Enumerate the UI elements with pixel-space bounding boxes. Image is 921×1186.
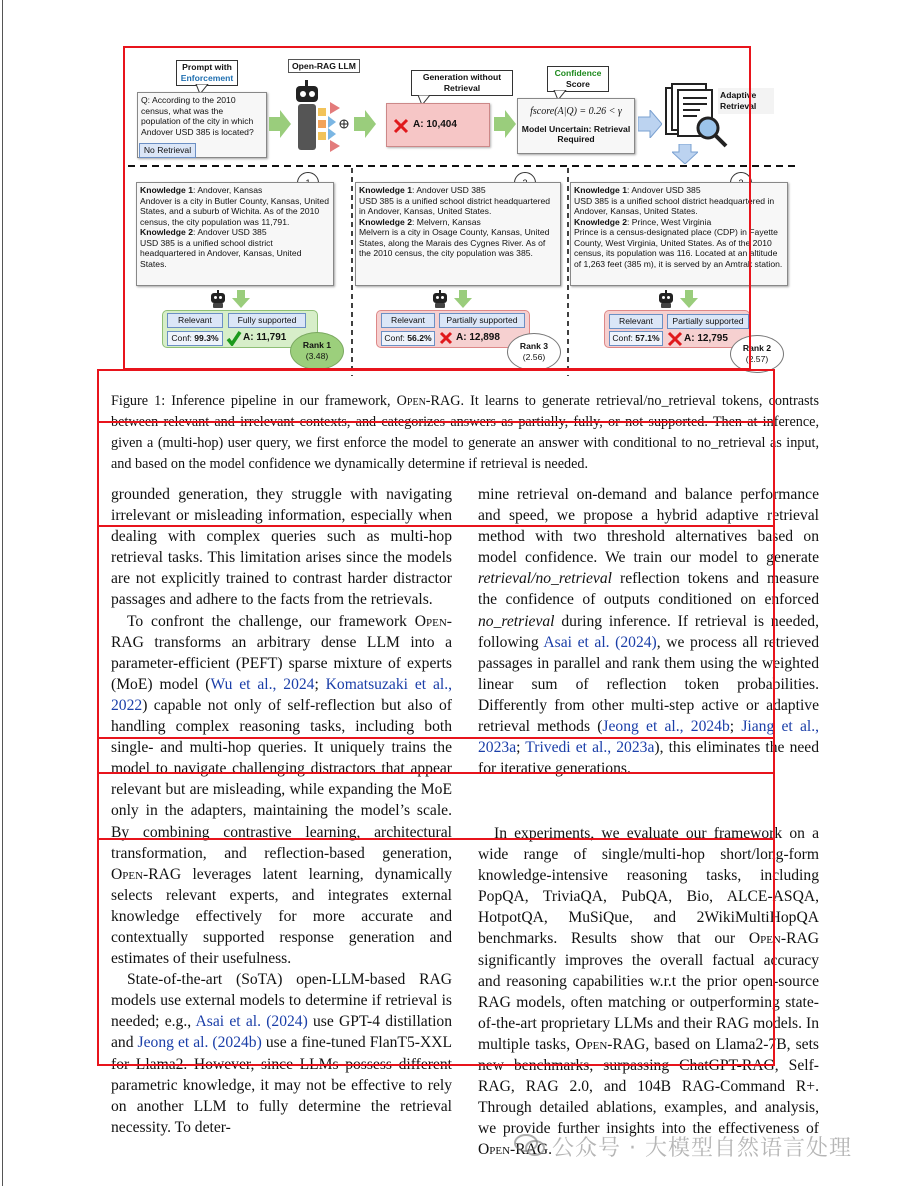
method-name: Open	[748, 930, 781, 948]
caption-part2: -RAG. It learns to generate retrieval/no_retrieval tokens, contrasts between relevant and irrelevant contexts, and categorizes answers as partially, fully, or not supported. Then at inference, given a (multi-hop) user query, we first enforce the model to generate an answer with conditional to no_retrieval as input, and based on the model confidence we dynamically determine if retrieval is needed.	[111, 393, 819, 472]
method-name: Open	[111, 865, 144, 883]
answer-1: A: 11,791	[243, 332, 287, 343]
rank-badge-3	[730, 335, 784, 373]
k2-title: Andover USD 385	[197, 227, 267, 237]
rank-value-1: (3.48)	[305, 351, 329, 361]
text-run: ), this eliminates the need for iterative generations.	[478, 739, 820, 778]
k2-text: USD 385 is a unified school district headquartered in Andover, Kansas, United States.	[140, 237, 302, 269]
knowledge-box-1: Knowledge 1: Andover, Kansas Andover is a city in Butler County, Kansas, United States, and a suburb of Wichita. As of the 2010 census, the city population was 11,791. Knowledge 2: Andover USD 385 USD 385 is a unified school district headquartered in Andover, Kansas, United States.	[136, 182, 334, 286]
k2-title: Melvern, Kansas	[416, 216, 481, 227]
right-column-lower	[478, 823, 819, 1161]
page-edge-rule	[2, 0, 3, 1186]
prompt-callout-line1: Prompt with	[182, 62, 232, 72]
prompt-callout-line2: Enforcement	[180, 73, 234, 83]
robot-icon	[430, 290, 450, 308]
confidence-tag-2	[381, 331, 435, 346]
cross-icon	[393, 118, 409, 134]
text-run: mine retrieval on-demand and balance performance and speed, we propose a hybrid adaptive retrieval method with two threshold alternatives based on model confidence. We train our model to generate	[478, 486, 819, 567]
method-name: Open	[575, 1035, 608, 1053]
conf-label-3: Conf:	[612, 333, 633, 343]
k2-head: Knowledge 2	[574, 216, 628, 227]
k1-head: Knowledge 1	[574, 185, 628, 195]
right-arrow-icon	[494, 110, 516, 138]
citation-link[interactable]: Komatsuzaki et al., 2022	[111, 675, 452, 714]
k1-text: USD 385 is a unified school district headquartered in Andover, Kansas, United States.	[359, 195, 551, 216]
rank-label-3: Rank 2	[742, 343, 772, 353]
k1-title: Andover, Kansas	[197, 185, 263, 195]
text-run: -RAG, based on Llama2-7B, sets new benchmarks, surpassing ChatGPT-RAG, Self-RAG, RAG 2.0, and 104B RAG-Command R+. Through detailed ablations, examples, and analysis, we provide further insights into the effectiveness of	[478, 1035, 819, 1138]
robot-icon	[656, 290, 676, 308]
text-run: -RAG leverages latent learning, dynamically selects relevant experts, and integrates external knowledge effectively for more accurate and contextually supported response generation and estimates of their usefulness.	[111, 865, 452, 968]
answer-3: A: 12,795	[684, 333, 728, 344]
support-tag-3: Partially supported	[667, 314, 749, 329]
model-uncertain-text: Model Uncertain: Retrieval Required	[521, 123, 631, 144]
token-name: retrieval/no_retrieval	[478, 570, 612, 588]
text-run: To confront the challenge, our framework	[127, 612, 415, 630]
down-arrow-icon	[232, 298, 250, 308]
figure-caption	[111, 391, 819, 475]
rank-badge-1	[290, 332, 344, 370]
citation-link[interactable]: Asai et al. (2024)	[195, 1013, 308, 1031]
method-name: Open	[414, 612, 447, 630]
llm-label: Open-RAG LLM	[288, 59, 360, 73]
caption-name: Open	[396, 393, 426, 409]
conf-value-1: 99.3%	[194, 333, 219, 343]
confidence-tag-1	[167, 331, 223, 346]
citation-link[interactable]: Wu et al., 2024	[210, 675, 315, 693]
confidence-tag-3	[609, 331, 663, 346]
left-paragraph-3	[111, 969, 452, 1138]
confidence-callout-line2: Score	[566, 79, 590, 89]
llm-robot-moe-icon	[292, 78, 352, 156]
text-run: ;	[516, 739, 526, 757]
text-run: -RAG significantly improves the overall factual accuracy and reasoning capabilities w.r.t the prior open-source RAG models, often matching or outperforming state-of-the-art proprietary LLMs and their RAG models. In multiple tasks,	[478, 930, 819, 1053]
text-run: ) capable not only of self-reflection but also of handling complex reasoning tasks, including both single- and multi-hop queries. It uniquely trains the model to navigate challenging distractors that appear relevant but are misleading, while expanding the MoE only in the adapters, maintaining the model’s scale. By combining contrastive learning, architectural transformation, and reflection-based generation,	[111, 696, 452, 862]
token-name: no_retrieval	[478, 612, 555, 630]
prompt-callout	[176, 60, 238, 86]
answer-2: A: 12,898	[456, 332, 500, 343]
rank-label-1: Rank 1	[302, 340, 332, 350]
right-arrow-icon	[354, 110, 376, 138]
citation-link[interactable]: Jeong et al. (2024b)	[137, 1034, 262, 1052]
wechat-icon	[514, 1133, 546, 1157]
generation-callout: Generation without Retrieval	[411, 70, 513, 96]
relevance-tag-2: Relevant	[381, 313, 435, 328]
left-column	[111, 484, 452, 1138]
right-arrow-icon	[269, 110, 291, 138]
text-run: , we process all retrieved passages in parallel and rank them using the weighted linear sum of reflection token probabilities. Differently from other multi-step active or adaptive retrieval methods (	[478, 633, 820, 736]
k2-title: Prince, West Virginia	[631, 216, 712, 227]
down-arrow-icon	[680, 298, 698, 308]
left-paragraph-2	[111, 611, 452, 970]
down-arrow-icon	[454, 298, 472, 308]
text-run: ;	[314, 675, 326, 693]
query-text: Q: According to the 2010 census, what was the population of the city in which Andover USD 385 is located?	[141, 95, 254, 137]
confidence-box	[517, 98, 635, 154]
knowledge-box-2: Knowledge 1: Andover USD 385 USD 385 is a unified school district headquartered in Andover, Kansas, United States. Knowledge 2: Melvern, Kansas Melvern is a city in Osage County, Kansas, United States, along the Marais des Cygnes River. As of the 2010 census, the city population was 385.	[355, 182, 561, 286]
k1-text: Andover is a city in Butler County, Kansas, United States, and a suburb of Wichita. As of the 2010 census, the city population was 11,791.	[140, 195, 329, 227]
rank-value-3: (2.57)	[745, 354, 769, 364]
text-run: ;	[729, 718, 742, 736]
right-arrow-icon	[638, 110, 662, 138]
figure-inference-pipeline	[124, 46, 804, 376]
down-arrow-icon	[672, 144, 698, 164]
k1-title: Andover USD 385	[631, 185, 701, 195]
conf-value-2: 56.2%	[407, 333, 432, 343]
right-paragraph-2	[478, 823, 819, 1161]
text-run: use a fine-tuned FlanT5-XXL for Llama2. However, since LLMs possess different parametric knowledge, it may not be effective to rely on another LLM to fully determine the retrieval necessity. To deter-	[111, 1034, 452, 1136]
no-retrieval-answer: A: 10,404	[413, 119, 457, 130]
conf-value-3: 57.1%	[635, 333, 660, 343]
k2-head: Knowledge 2	[140, 227, 194, 237]
text-run: State-of-the-art (SoTA) open-LLM-based RAG models use external models to determine if retrieval is needed; e.g.,	[111, 971, 452, 1031]
rank-badge-2	[507, 333, 561, 371]
citation-link[interactable]: Jiang et al., 2023a	[478, 718, 819, 757]
robot-icon	[208, 290, 228, 308]
text-run: -RAG transforms an arbitrary dense LLM into a parameter-efficient (PEFT) sparse mixture of experts (MoE) model (	[111, 612, 452, 693]
text-run: reflection tokens and measure the confidence of outputs conditioned on enforced	[478, 570, 819, 609]
text-run: use GPT-4 distillation and	[111, 1013, 452, 1052]
k2-text: Prince is a census-designated place (CDP) in Fayette County, West Virginia, United States. As of the 2010 census, its population was 116. Located at an altitude of 1,263 feet (385 m), it is served by an Amtrak station.	[574, 227, 783, 269]
confidence-callout-line1: Confidence	[554, 68, 602, 78]
right-column	[478, 484, 819, 779]
text-run: In experiments, we evaluate our framework on a wide range of single/multi-hop short/long-form knowledge-intensive reasoning tasks, including PopQA, TriviaQA, PubQA, Bio, ALCE-ASQA, HotpotQA, MuSiQue, and 2WikiMultiHopQA benchmarks. Results show that our	[478, 825, 819, 948]
adaptive-retrieval-label: Adaptive Retrieval	[718, 88, 774, 114]
citation-link[interactable]: Trivedi et al., 2023a	[525, 739, 655, 757]
caption-part1: Figure 1: Inference pipeline in our framework,	[111, 393, 397, 409]
watermark-text: 公众号 · 大模型自然语言处理	[552, 1136, 852, 1161]
cross-icon	[667, 331, 683, 347]
cross-icon	[439, 331, 453, 345]
no-retrieval-answer-box	[386, 103, 490, 147]
k2-head: Knowledge 2	[359, 216, 413, 227]
check-icon	[226, 330, 242, 346]
k1-title: Andover USD 385	[416, 185, 486, 195]
text-run: -RAG.	[510, 1141, 553, 1159]
rank-value-2: (2.56)	[522, 352, 546, 362]
citation-link[interactable]: Asai et al. (2024)	[543, 633, 657, 651]
right-paragraph-1	[478, 484, 819, 779]
confidence-formula: fscore(A|Q) = 0.26 < γ	[530, 106, 622, 117]
confidence-callout	[547, 66, 609, 92]
no-retrieval-tag: No Retrieval	[139, 143, 196, 158]
k1-head: Knowledge 1	[359, 185, 413, 195]
relevance-tag-1: Relevant	[167, 313, 223, 328]
conf-label-2: Conf:	[384, 333, 405, 343]
conf-label-1: Conf:	[171, 333, 192, 343]
rank-label-2: Rank 3	[519, 341, 549, 351]
knowledge-box-3: Knowledge 1: Andover USD 385 USD 385 is a unified school district headquartered in Andover, Kansas, United States. Knowledge 2: Prince, West Virginia Prince is a census-designated place (CDP) in Fayette County, West Virginia, United States. As of the 2010 census, its population was 116. Located at an altitude of 1,263 feet (385 m), it is served by an Amtrak station.	[570, 182, 788, 286]
k2-text: Melvern is a city in Osage County, Kansas, United States, along the Marais des Cygnes River. As of the 2010 census, the city population was 385.	[359, 227, 550, 258]
left-paragraph-1: grounded generation, they struggle with navigating irrelevant or misleading information, especially when dealing with complex queries such as multi-hop retrieval tasks. This limitation arises since the models are not explicitly trained to contrast harder distractor passages and adhere to the facts from the retrievals.	[111, 486, 452, 609]
method-name: Open	[478, 1141, 511, 1159]
support-tag-2: Partially supported	[439, 313, 525, 328]
relevance-tag-3: Relevant	[609, 314, 663, 329]
citation-link[interactable]: Jeong et al., 2024b	[602, 718, 730, 736]
text-run: during inference. If retrieval is needed, following	[478, 612, 819, 651]
support-tag-1: Fully supported	[228, 313, 306, 328]
k1-text: USD 385 is a unified school district headquartered in Andover, Kansas, United States.	[574, 195, 775, 216]
k1-head: Knowledge 1	[140, 185, 194, 195]
